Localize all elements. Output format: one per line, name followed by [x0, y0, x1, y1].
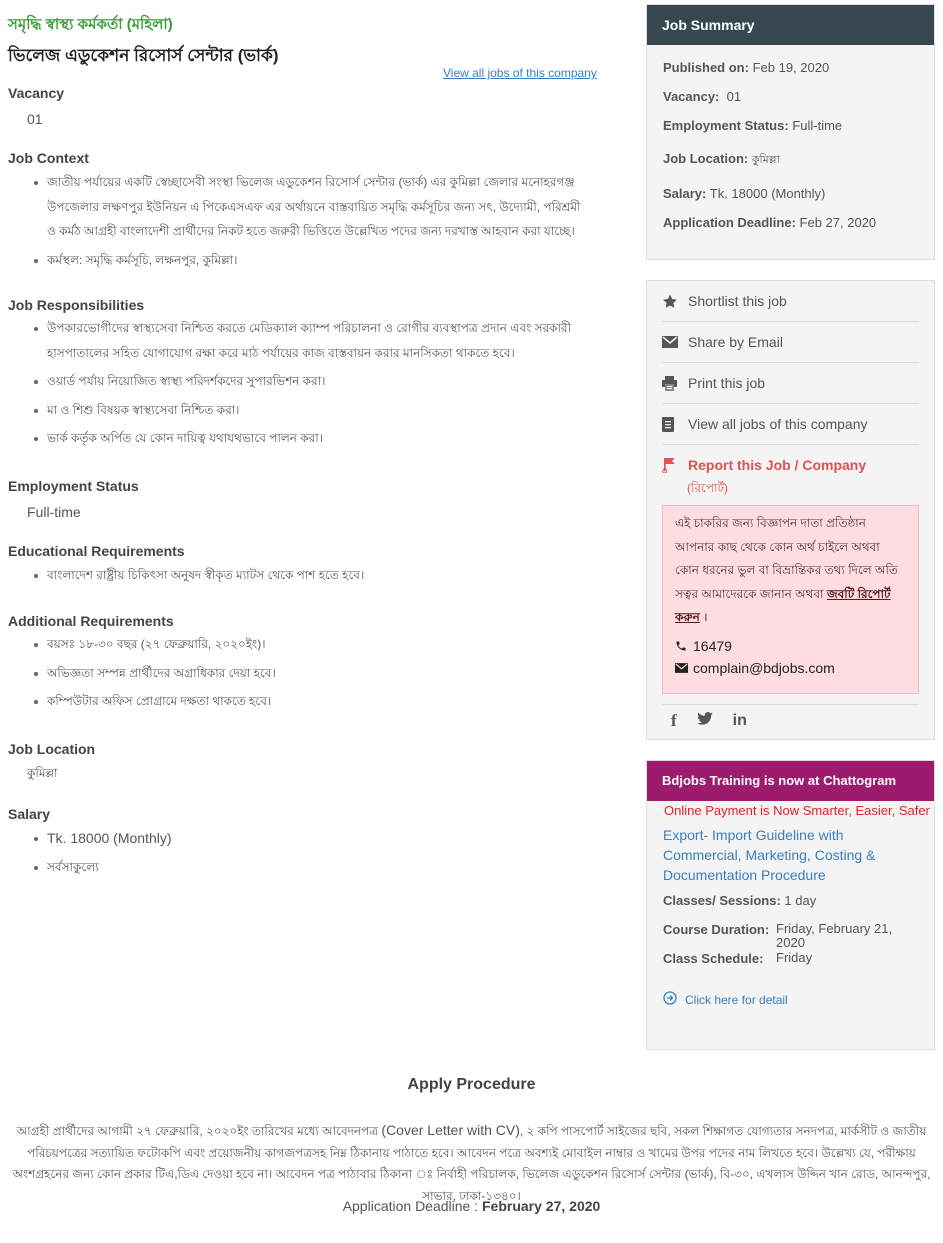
- report-job-button[interactable]: [662, 457, 866, 473]
- list-item: কম্পিউটার অফিস প্রোগ্রামে দক্ষতা থাকতে হবে।: [30, 689, 590, 714]
- job-responsibilities-heading: Job Responsibilities: [8, 297, 145, 313]
- course-link[interactable]: Export- Import Guideline with Commercial, Marketing, Costing & Documentation Procedure: [663, 827, 876, 883]
- list-item: বয়সঃ ১৮-৩০ বছর (২৭ ফেব্রুয়ারি, ২০২০ইং)।: [30, 632, 590, 657]
- company-name: ভিলেজ এডুকেশন রিসোর্স সেন্টার (ভার্ক): [8, 46, 279, 65]
- envelope-icon: [675, 663, 693, 673]
- apply-text-part: (Cover Letter with CV): [381, 1122, 520, 1138]
- job-actions-panel: [646, 280, 935, 740]
- fraud-warning-box: [662, 505, 919, 694]
- job-location-value: কুমিল্লা: [27, 766, 58, 780]
- linkedin-icon[interactable]: in: [732, 712, 747, 729]
- apply-procedure-text: [8, 1120, 935, 1207]
- phone-icon: [675, 640, 693, 652]
- flag-icon: [662, 457, 688, 473]
- summary-value: Feb 19, 2020: [752, 60, 830, 75]
- training-panel: [646, 760, 935, 1050]
- educational-requirements-list: [30, 563, 590, 592]
- print-job-button[interactable]: [662, 363, 919, 404]
- list-item: উপকারভোগীদের স্বাস্থ্যসেবা নিশ্চিত করতে মেডিক্যাল ক্যাম্প পরিচালনা ও রোগীর ব্যবস্থাপত্র প্রদান এবং সরকারী হাসপাতালের সহিত যোগাযোগ রক্ষা করে মাঠ পর্যায়ের কাজ বাস্তবায়ন করার মানসিকতা থাকতে হবে।: [30, 316, 590, 365]
- list-item: সর্বসাকুল্যে: [30, 855, 590, 880]
- envelope-icon: [662, 336, 688, 348]
- twitter-icon[interactable]: [697, 712, 713, 730]
- salary-list: [30, 826, 590, 883]
- view-all-jobs-link[interactable]: View all jobs of this company: [443, 66, 597, 80]
- apply-procedure-title: Apply Procedure: [407, 1076, 536, 1093]
- action-label: Share by Email: [688, 334, 783, 350]
- job-context-list: [30, 170, 590, 276]
- list-item: Tk. 18000 (Monthly): [30, 826, 590, 851]
- facebook-icon[interactable]: f: [671, 711, 677, 730]
- duration-label: Course Duration:: [663, 922, 770, 937]
- view-all-company-jobs-button[interactable]: [662, 404, 919, 445]
- arrow-circle-right-icon: [663, 991, 677, 1008]
- apply-deadline: [0, 1198, 943, 1214]
- report-job-link[interactable]: জবটি রিপোর্ট করুন: [675, 586, 891, 624]
- report-title: Report this Job / Company: [688, 457, 867, 473]
- salary-heading: Salary: [8, 806, 51, 822]
- email-contact: [675, 660, 906, 676]
- action-label: View all jobs of this company: [688, 416, 868, 432]
- apply-text-part: , ২ কপি পাসপোর্ট সাইজের ছবি, সকল শিক্ষাগত যোগ্যতার সনদপত্র, মার্কসীট ও জাতীয় পরিচয়পত্রের সত্যায়িত ফটোকপি এবং প্রয়োজনীয় কাগজপত্রসহ নিম্ন ঠিকানায় পাঠাতে হবে। আবেদন পত্রে অবশ্যই মোবাইল নাম্বার ও খামের উপর পদের নাম লিখতে হবে। উল্লেখ্য যে, পরীক্ষায় অংশগ্রহনের জন্য কোন প্রকার টিএ,ডিএ দেওয়া হবে না। আবেদন পত্র পাঠাবার ঠিকানা ঃ নির্বাহী পরিচালক, ভিলেজ এডুকেশন রিসোর্স সেন্টার (ভার্ক), বি-৩০, এখলাস উদ্দিন খান রোড, আনন্দপুর, সাভার, ঢাকা-১৩৪০।: [12, 1124, 931, 1203]
- schedule-row: [663, 951, 906, 966]
- sessions-value: 1 day: [784, 893, 817, 908]
- action-label: Print this job: [688, 375, 766, 391]
- additional-requirements-heading: Additional Requirements: [8, 613, 174, 629]
- schedule-value: Friday: [776, 950, 813, 965]
- schedule-label: Class Schedule:: [663, 951, 764, 966]
- list-item: জাতীয় পর্যায়ের একটি স্বেচ্ছাসেবী সংস্থা ভিলেজ এডুকেশন রিসোর্স সেন্টার (ভার্ক) এর কুমিল্লা জেলার মনোহরগঞ্জ উপজেলার লক্ষণপুর ইউনিয়ন এ পিকেএসএফ এর অর্থায়নে বাস্তবায়িত সমৃদ্ধি কর্মসূচির জন্য সৎ, উদ্যোমী, পরিশ্রমী ও কর্মঠ আগ্রহী বাংলাদেশী প্রার্থীদের নিকট হতে জরুরী ভিত্তিতে উল্লেখিত পদের জন্য দরখাস্ত আহবান করা যাচ্ছে।: [30, 170, 590, 244]
- summary-employment-status: [663, 118, 842, 133]
- summary-value: Feb 27, 2020: [799, 215, 877, 230]
- list-item: মা ও শিশু বিষয়ক স্বাস্থ্যসেবা নিশ্চিত করা।: [30, 398, 590, 423]
- complaint-email[interactable]: complain@bdjobs.com: [693, 659, 835, 676]
- shortlist-job-button[interactable]: [662, 281, 919, 322]
- list-item: ভার্ক কর্তৃক অর্পিত যে কোন দায়িত্ব যথাযথভাবে পালন করা।: [30, 426, 590, 451]
- job-context-heading: Job Context: [8, 150, 89, 166]
- duration-value: Friday, February 21, 2020: [776, 921, 893, 950]
- additional-requirements-list: [30, 632, 590, 718]
- social-share: [671, 711, 747, 731]
- phone-contact: [675, 638, 906, 654]
- summary-label: Salary:: [663, 186, 707, 201]
- educational-requirements-heading: Educational Requirements: [8, 543, 185, 559]
- employment-status-heading: Employment Status: [8, 478, 139, 494]
- action-label: Shortlist this job: [688, 293, 787, 309]
- detail-link-label: Click here for detail: [685, 992, 788, 1007]
- payment-promo: Online Payment is Now Smarter, Easier, Safer: [664, 803, 930, 818]
- job-summary-title: Job Summary: [647, 5, 934, 45]
- vacancy-heading: Vacancy: [8, 85, 65, 101]
- summary-label: Job Location:: [663, 151, 749, 166]
- deadline-label: Application Deadline :: [342, 1198, 482, 1214]
- phone-number: 16479: [693, 637, 732, 654]
- list-item: কর্মস্থল: সমৃদ্ধি কর্মসূচি, লক্ষনপুর, কুমিল্লা।: [30, 248, 590, 273]
- job-location-heading: Job Location: [8, 741, 96, 757]
- printer-icon: [662, 376, 688, 391]
- sessions-label: Classes/ Sessions:: [663, 893, 781, 908]
- job-responsibilities-list: [30, 316, 590, 455]
- summary-deadline: [663, 215, 876, 230]
- warning-message: এই চাকরির জন্য বিজ্ঞাপন দাতা প্রতিষ্ঠান আপনার কাছ থেকে কোন অর্থ চাইলে অথবা কোন ধরনের ভুল বা বিভ্রান্তিকর তথ্য দিলে অতি সত্বর আমাদেরকে জানান অথবা: [675, 516, 898, 601]
- star-icon: [662, 294, 688, 309]
- vacancy-value: 01: [27, 111, 43, 127]
- training-title: Bdjobs Training is now at Chattogram: [647, 761, 934, 801]
- deadline-value: February 27, 2020: [482, 1198, 601, 1214]
- summary-label: Vacancy:: [663, 89, 720, 104]
- share-by-email-button[interactable]: [662, 322, 919, 363]
- job-summary-panel: [646, 4, 935, 260]
- summary-salary: [663, 186, 825, 201]
- apply-text-part: আগ্রহী প্রার্থীদের আগামী ২৭ ফেব্রুয়ারি, ২০২০ইং তারিখের মধ্যে আবেদনপত্র: [16, 1124, 382, 1138]
- summary-vacancy: [663, 89, 741, 104]
- list-item: বাংলাদেশ রাষ্ট্রীয় চিকিৎসা অনুষদ স্বীকৃত ম্যাটস থেকে পাশ হতে হবে।: [30, 563, 590, 588]
- document-icon: [662, 417, 688, 432]
- summary-label: Application Deadline:: [663, 215, 796, 230]
- summary-value: কুমিল্লা: [751, 154, 780, 166]
- summary-value: 01: [726, 89, 742, 104]
- list-item: অভিজ্ঞতা সম্পন্ন প্রার্থীদের অগ্রাধিকার দেয়া হবে।: [30, 661, 590, 686]
- summary-label: Employment Status:: [663, 118, 789, 133]
- summary-value: Full-time: [792, 118, 843, 133]
- job-title: সমৃদ্ধি স্বাস্থ্য কর্মকর্তা (মহিলা): [8, 16, 173, 33]
- course-detail-link[interactable]: [663, 991, 788, 1008]
- summary-value: Tk. 18000 (Monthly): [709, 186, 826, 201]
- summary-label: Published on:: [663, 60, 749, 75]
- warning-text: [675, 512, 906, 630]
- divider: [662, 704, 919, 705]
- warning-end: ।: [699, 610, 708, 624]
- report-subtitle: (রিপোর্ট): [687, 481, 729, 495]
- list-item: ওয়ার্ড পর্যায় নিয়োজিত স্বাস্থ্য পরিদর্শকদের সুপারভিশন করা।: [30, 369, 590, 394]
- summary-published: [663, 60, 829, 75]
- summary-location: [663, 151, 780, 170]
- sessions-row: [663, 893, 816, 908]
- duration-row: [663, 922, 906, 950]
- employment-status-value: Full-time: [27, 504, 81, 520]
